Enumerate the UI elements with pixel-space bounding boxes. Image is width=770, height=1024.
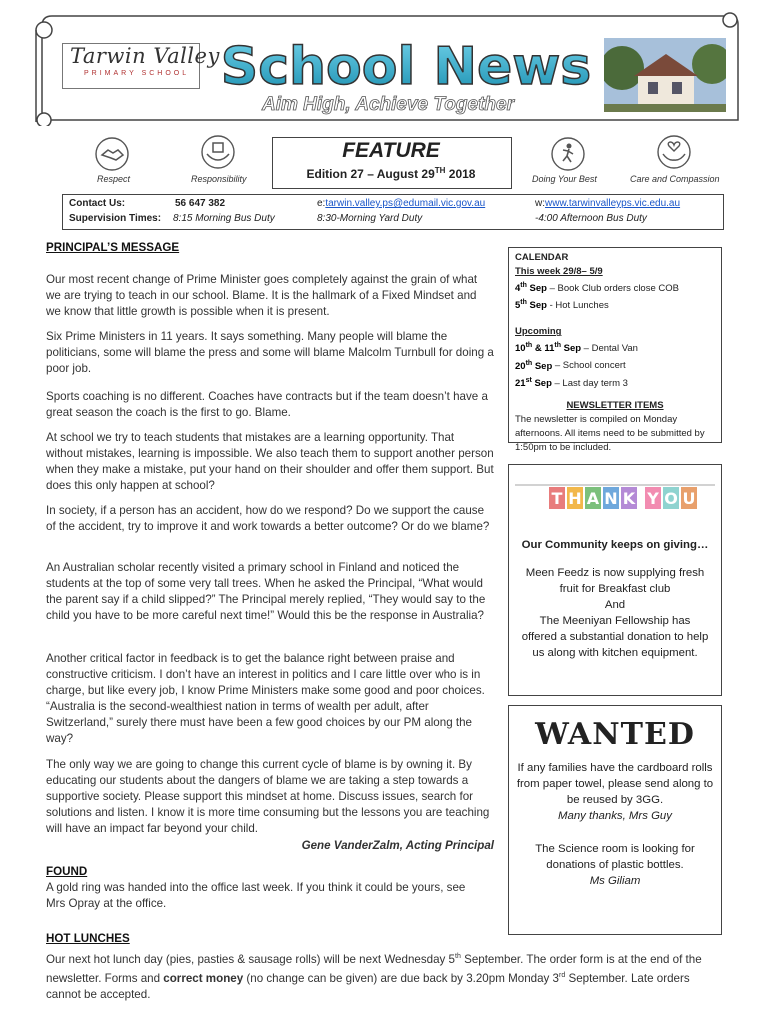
email-link[interactable]: tarwin.valley.ps@edumail.vic.gov.au — [325, 198, 486, 209]
newsletter-items-text: The newsletter is compiled on Monday afternoons. All items need to be submitted by 1:50pm to be included. — [515, 413, 705, 453]
calendar-box — [508, 247, 722, 453]
wanted-text-2: The Science room is looking for donations of plastic bottles. Ms Giliam — [535, 843, 695, 887]
thank-you-box — [508, 464, 722, 696]
found-heading: FOUND — [46, 865, 88, 878]
email-row: e:tarwin.valley.ps@edumail.vic.gov.au — [317, 198, 486, 209]
supervision-time-2: 8:30-Morning Yard Duty — [317, 213, 423, 224]
bunting-letter: T — [551, 489, 563, 508]
bunting-letter: H — [568, 489, 582, 508]
calendar-heading: CALENDAR — [515, 252, 569, 263]
handshake-icon — [94, 136, 130, 172]
bunting-letter: A — [586, 489, 600, 508]
climber-icon — [550, 136, 586, 172]
school-motto: Aim High, Achieve Together — [262, 94, 514, 115]
calendar-item: 4th Sep – Book Club orders close COB — [515, 282, 679, 295]
paragraph: At school we try to teach students that mistakes are a learning opportunity. That without mistakes, learning is impossible. We also teach them to support another person when they make a mistake, put your hand on their shoulder and offer them support. But does this only happen at school? — [46, 431, 494, 492]
bunting-letter: Y — [647, 489, 659, 508]
svg-text:School News: School News — [220, 37, 592, 94]
upcoming-heading: Upcoming — [515, 326, 562, 338]
bunting-letter: K — [622, 489, 636, 508]
logo-title: Tarwin Valley — [70, 44, 220, 68]
hands-box-icon — [200, 134, 236, 170]
heart-hands-icon — [656, 134, 692, 170]
principal-message — [46, 240, 498, 930]
wanted-text-1: If any families have the cardboard rolls from paper towel, please send along to be reused by 3GG. Many thanks, Mrs Guy — [516, 762, 714, 822]
hot-lunches-heading: HOT LUNCHES — [46, 932, 130, 945]
principal-heading: PRINCIPAL’S MESSAGE — [46, 241, 180, 254]
bunting-letter: U — [682, 489, 696, 508]
value-responsibility: Responsibility — [191, 174, 247, 184]
feature-title: FEATURE — [342, 139, 440, 162]
phone-number: 56 647 382 — [175, 198, 226, 209]
value-care-compassion: Care and Compassion — [630, 174, 720, 184]
this-week-heading: This week 29/8– 5/9 — [515, 266, 603, 277]
calendar-item: 21st Sep – Last day term 3 — [515, 376, 628, 389]
value-respect: Respect — [97, 174, 131, 184]
contact-label: Contact Us: — [69, 198, 126, 209]
principal-signature: Gene VanderZalm, Acting Principal — [301, 839, 494, 852]
hot-lunches-text: Our next hot lunch day (pies, pasties & sausage rolls) will be next Wednesday 5th September. The order form is at the end of the newsletter. Forms and correct money (no change can be given) are due back by 3.20pm Monday 3rd September. Late orders cannot be accepted. — [46, 952, 702, 1001]
website-link[interactable]: www.tarwinvalleyps.vic.edu.au — [545, 198, 681, 209]
wanted-box — [508, 705, 722, 935]
community-heading: Our Community keeps on giving… — [521, 539, 709, 551]
calendar-item: 20th Sep – School concert — [515, 359, 626, 372]
edition-date: Edition 27 – August 29TH 2018 — [306, 166, 476, 181]
paragraph: Another critical factor in feedback is to get the balance right between praise and constructive criticism. I don’t have an interest in politics and I care little over who is in charge, but like every job, I know Prime Ministers make some good and poor choices. “Australia is the second-wealthiest nation in terms of wealth per adult, after Switzerland,” surely there must have been a few good choices by our PM along the way? — [46, 652, 485, 745]
thank-you-banner — [515, 471, 715, 541]
supervision-label: Supervision Times: — [69, 213, 162, 224]
paragraph: An Australian scholar recently visited a primary school in Finland and noticed the students at the top of some very tall trees. When he asked the Principal, “What would the parent say if a child slipped?” The Principal merely replied, “They would say to the child you have to be more careful next time!” Would this be the response in Australia? — [46, 561, 486, 622]
community-text: Meen Feedz is now supplying fresh fruit for Breakfast club And The Meeniyan Fellowship has offered a substantial donation to help us along with kitchen equipment. — [521, 567, 709, 659]
calendar-item: 10th & 11th Sep – Dental Van — [515, 342, 638, 355]
school-building-photo — [604, 38, 726, 112]
found-text: A gold ring was handed into the office last week. If you think it could be yours, see Mrs Opray at the office. — [46, 881, 466, 910]
value-doing-your-best: Doing Your Best — [532, 174, 597, 184]
paragraph: In society, if a person has an accident, how do we respond? Do we support the cause of the accident, try to improve it and work towards a better outcome? Or do we blame? — [46, 504, 490, 533]
wanted-title: WANTED — [535, 717, 695, 752]
supervision-time-3: -4:00 Afternoon Bus Duty — [535, 213, 647, 224]
hot-lunches-section — [46, 931, 722, 1003]
paragraph: Sports coaching is no different. Coaches have contracts but if the team doesn’t have a great season the coach is the first to go. Blame. — [46, 390, 488, 419]
paragraph: Six Prime Ministers in 11 years. It says something. Many people will blame the politicians, some will blame the press and some will blame Malcolm Turnbull for doing a poor job. — [46, 330, 494, 375]
logo-subtitle: PRIMARY SCHOOL — [84, 70, 190, 77]
paragraph: The only way we are going to change this current cycle of blame is by owning it. By educating our students about the dangers of blame we are taking a step towards a supportive society. Please support this mindset at home. Discuss issues, search for solutions and listen. I know it is more time consuming but the lessons you are teaching will have an impact far beyond your child. — [46, 758, 490, 835]
newsletter-items-heading: NEWSLETTER ITEMS — [566, 399, 664, 411]
newsletter-title — [208, 32, 604, 94]
bunting-letter: O — [664, 489, 678, 508]
contact-table — [62, 194, 724, 230]
paragraph: Our most recent change of Prime Minister goes completely against the grain of what we are trying to teach in our school. Blame. It is the hallmark of a Fixed Mindset and we know that little growth is possible when it is present. — [46, 273, 478, 318]
bunting-letter: N — [604, 489, 618, 508]
calendar-item: 5th Sep - Hot Lunches — [515, 299, 609, 312]
supervision-time-1: 8:15 Morning Bus Duty — [173, 213, 275, 224]
web-row: w:www.tarwinvalleyps.vic.edu.au — [535, 198, 681, 209]
